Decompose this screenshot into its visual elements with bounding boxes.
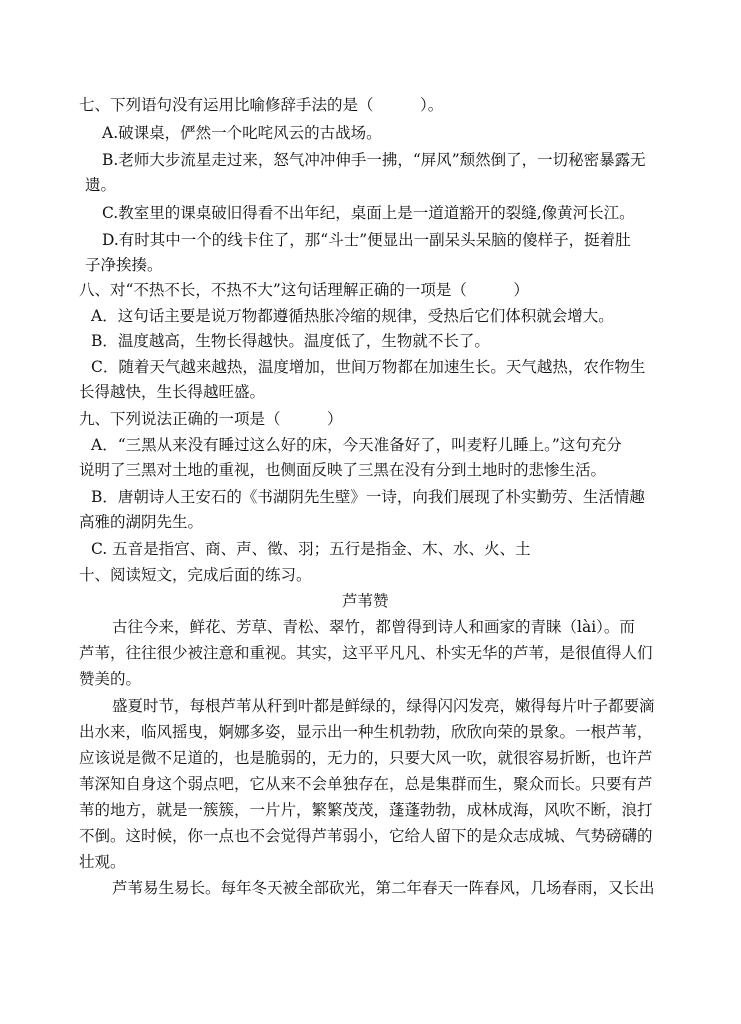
question-8-stem: 八、对“不热不长，不热不大”这句话理解正确的一项是（ ） <box>79 281 529 299</box>
question-7-stem: 七、下列语句没有运用比喻修辞手法的是（ ）。 <box>79 96 444 114</box>
passage-p2-line3: 应该说是微不足道的，也是脆弱的，无力的，只要大风一吹，就很容易折断，也许芦 <box>79 749 653 767</box>
question-7-option-b-line1: B.老师大步流星走过来，怒气冲冲伸手一拂，“屏风”颓然倒了，一切秘密暴露无 <box>102 151 646 169</box>
question-7-option-d-line1: D.有时其中一个的线卡住了，那“斗士”便显出一副呆头呆脑的傻样子，挺着肚 <box>102 231 631 249</box>
passage-p1-line3: 赞美的。 <box>79 670 142 688</box>
passage-p1-line1: 古往今来，鲜花、芳草、青松、翠竹，都曾得到诗人和画家的青睐（lài）。而 <box>112 618 635 636</box>
question-9-stem: 九、下列说法正确的一项是（ ） <box>79 410 343 428</box>
question-7-option-b-line2: 遗。 <box>85 176 117 194</box>
question-8-option-a: A．这句话主要是说万物都遵循热胀冷缩的规律，受热后它们体积就会增大。 <box>91 307 614 325</box>
passage-p2-line6: 不倒。这时候，你一点也不会觉得芦苇弱小，它给人留下的是众志成城、气势磅礴的 <box>79 827 653 845</box>
passage-p2-line4: 苇深知自身这个弱点吧，它从来不会单独存在，总是集群而生，聚众而长。只要有芦 <box>79 775 653 793</box>
question-7-option-d-line2: 子净挨揍。 <box>85 256 163 274</box>
question-9-option-a-line2: 说明了三黑对土地的重视，也侧面反映了三黑在没有分到土地时的悲惨生活。 <box>79 461 607 479</box>
question-9-option-b-line1: B．唐朝诗人王安石的《书湖阴先生壁》一诗，向我们展现了朴实勤劳、生活情趣 <box>91 488 645 506</box>
passage-p2-line1: 盛夏时节，每根芦苇从秆到叶都是鲜绿的，绿得闪闪发亮，嫩得每片叶子都要滴 <box>112 697 655 715</box>
passage-p1-line2: 芦苇，往往很少被注意和重视。其实，这平平凡凡、朴实无华的芦苇，是很值得人们 <box>79 644 653 662</box>
question-7-option-a: A.破课桌，俨然一个叱咤风云的古战场。 <box>102 124 382 142</box>
passage-title: 芦苇赞 <box>342 592 389 610</box>
question-8-option-c-line1: C．随着天气越来越热，温度增加，世间万物都在加速生长。天气越热，农作物生 <box>91 358 646 376</box>
question-8-option-c-line2: 长得越快，生长得越旺盛。 <box>79 383 266 401</box>
passage-p2-line7: 壮观。 <box>79 853 126 871</box>
question-9-option-b-line2: 高雅的湖阴先生。 <box>79 513 204 531</box>
passage-p3-line1: 芦苇易生易长。每年冬天被全部砍光，第二年春天一阵春风，几场春雨，又长出 <box>112 879 655 897</box>
passage-p2-line5: 苇的地方，就是一簇簇，一片片，繁繁茂茂，蓬蓬勃勃，成林成海，风吹不断，浪打 <box>79 801 653 819</box>
question-10-stem: 十、阅读短文，完成后面的练习。 <box>79 566 312 584</box>
question-9-option-c: C. 五音是指宫、商、声、徵、羽；五行是指金、木、水、火、土 <box>91 540 531 558</box>
question-9-option-a-line1: A．“三黑从来没有睡过这么好的床，今天准备好了，叫麦籽儿睡上。”这句充分 <box>91 436 622 454</box>
passage-p2-line2: 出水来，临风摇曳，婀娜多姿，显示出一种生机勃勃，欣欣向荣的景象。一根芦苇， <box>79 723 653 741</box>
question-8-option-b: B．温度越高，生物长得越快。温度低了，生物就不长了。 <box>91 332 490 350</box>
question-7-option-c: C.教室里的课桌破旧得看不出年纪，桌面上是一道道豁开的裂缝,像黄河长江。 <box>102 204 635 222</box>
